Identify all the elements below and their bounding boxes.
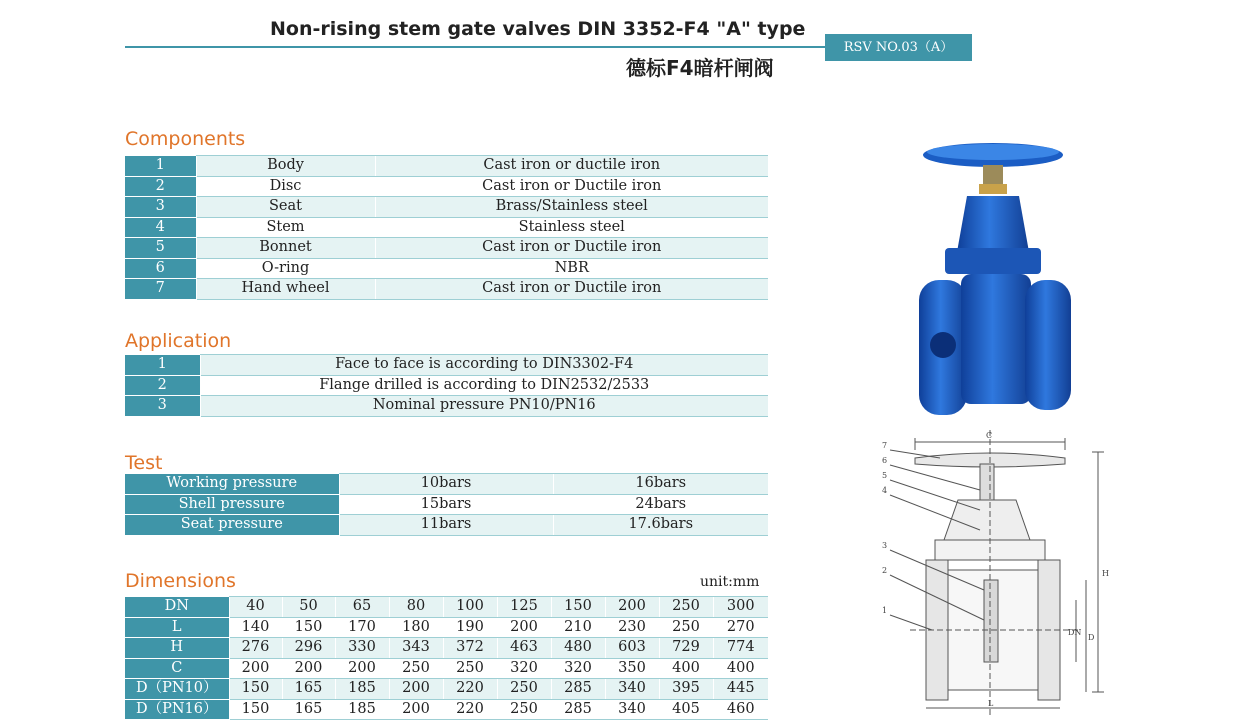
test-heading: Test	[125, 452, 163, 474]
row-label: H	[125, 638, 229, 659]
table-cell: 165	[282, 699, 335, 720]
dimensions-table	[125, 596, 768, 720]
table-cell: 230	[605, 617, 659, 638]
table-cell: 372	[443, 638, 497, 659]
table-cell: 125	[497, 597, 551, 618]
table-cell: 729	[659, 638, 713, 659]
valve-section-drawing	[880, 430, 1120, 715]
table-cell: 285	[551, 699, 605, 720]
row-label: DN	[125, 597, 229, 618]
table-cell: 200	[605, 597, 659, 618]
components-heading: Components	[125, 128, 246, 150]
table-row: 2 Flange drilled is according to DIN2532/2533	[125, 375, 768, 396]
table-cell: 343	[389, 638, 443, 659]
callout-4: 4	[882, 486, 888, 495]
table-cell: 320	[497, 658, 551, 679]
table-cell: 65	[335, 597, 389, 618]
callout-5: 5	[882, 471, 888, 480]
table-cell: 250	[389, 658, 443, 679]
table-cell: 320	[551, 658, 605, 679]
callout-7: 7	[882, 441, 888, 450]
table-cell: 165	[282, 679, 335, 700]
table-row	[125, 617, 768, 638]
table-cell: 250	[659, 617, 713, 638]
table-row	[125, 679, 768, 700]
table-cell: 220	[443, 679, 497, 700]
table-row: 1 Body Cast iron or ductile iron	[125, 156, 768, 177]
table-cell: 185	[335, 679, 389, 700]
table-cell: 350	[605, 658, 659, 679]
table-row: 3 Nominal pressure PN10/PN16	[125, 396, 768, 417]
table-row: Seat pressure 11bars 17.6bars	[125, 515, 768, 536]
title-english: Non-rising stem gate valves DIN 3352-F4 "A" type	[270, 18, 806, 40]
callout-3: 3	[882, 541, 888, 550]
table-cell: 330	[335, 638, 389, 659]
table-cell: 400	[659, 658, 713, 679]
table-row: 2 Disc Cast iron or Ductile iron	[125, 176, 768, 197]
table-cell: 185	[335, 699, 389, 720]
callout-1: 1	[882, 606, 888, 615]
table-cell: 340	[605, 699, 659, 720]
table-row: 1 Face to face is according to DIN3302-F4	[125, 355, 768, 376]
valve-photo	[905, 140, 1095, 420]
table-cell: 200	[229, 658, 282, 679]
unit-label: unit:mm	[700, 574, 760, 590]
table-cell: 270	[713, 617, 768, 638]
table-cell: 200	[335, 658, 389, 679]
table-cell: 480	[551, 638, 605, 659]
table-cell: 220	[443, 699, 497, 720]
row-label: D（PN16）	[125, 699, 229, 720]
title-chinese: 德标F4暗杆闸阀	[626, 56, 774, 80]
table-row: 3 Seat Brass/Stainless steel	[125, 197, 768, 218]
table-cell: 463	[497, 638, 551, 659]
table-cell: 180	[389, 617, 443, 638]
callout-6: 6	[882, 456, 888, 465]
table-cell: 300	[713, 597, 768, 618]
table-cell: 405	[659, 699, 713, 720]
table-cell: 296	[282, 638, 335, 659]
table-cell: 40	[229, 597, 282, 618]
row-label: C	[125, 658, 229, 679]
table-cell: 445	[713, 679, 768, 700]
application-table	[125, 354, 768, 417]
test-table	[125, 473, 768, 536]
table-row	[125, 658, 768, 679]
table-cell: 400	[713, 658, 768, 679]
row-label: L	[125, 617, 229, 638]
table-row: 6 O-ring NBR	[125, 258, 768, 279]
callout-2: 2	[882, 566, 888, 575]
table-cell: 150	[282, 617, 335, 638]
drawing-label-l: L	[988, 699, 994, 708]
table-row: 4 Stem Stainless steel	[125, 217, 768, 238]
table-cell: 395	[659, 679, 713, 700]
table-cell: 250	[659, 597, 713, 618]
table-row: 7 Hand wheel Cast iron or Ductile iron	[125, 279, 768, 300]
table-row: 5 Bonnet Cast iron or Ductile iron	[125, 238, 768, 259]
table-cell: 250	[497, 699, 551, 720]
table-cell: 150	[229, 699, 282, 720]
table-cell: 150	[229, 679, 282, 700]
table-cell: 460	[713, 699, 768, 720]
table-cell: 603	[605, 638, 659, 659]
table-row: Shell pressure 15bars 24bars	[125, 494, 768, 515]
application-heading: Application	[125, 330, 232, 352]
table-cell: 80	[389, 597, 443, 618]
table-cell: 276	[229, 638, 282, 659]
drawing-label-h: H	[1102, 569, 1109, 578]
drawing-label-dn: DN	[1068, 628, 1082, 637]
table-cell: 50	[282, 597, 335, 618]
table-row	[125, 638, 768, 659]
table-cell: 250	[497, 679, 551, 700]
table-cell: 210	[551, 617, 605, 638]
table-cell: 200	[282, 658, 335, 679]
table-cell: 100	[443, 597, 497, 618]
table-cell: 200	[497, 617, 551, 638]
title-underline	[125, 46, 825, 48]
table-row	[125, 597, 768, 618]
dimensions-heading: Dimensions	[125, 570, 236, 592]
table-cell: 170	[335, 617, 389, 638]
drawing-label-d: D	[1088, 633, 1095, 642]
table-cell: 200	[389, 679, 443, 700]
row-label: D（PN10）	[125, 679, 229, 700]
table-cell: 250	[443, 658, 497, 679]
table-cell: 774	[713, 638, 768, 659]
bonnet-shape	[957, 196, 1029, 252]
outlet-flange-shape	[1025, 280, 1071, 410]
drawing-label-c: C	[986, 431, 993, 440]
table-cell: 190	[443, 617, 497, 638]
table-cell: 140	[229, 617, 282, 638]
table-cell: 150	[551, 597, 605, 618]
table-row: Working pressure 10bars 16bars	[125, 474, 768, 495]
components-table	[125, 155, 768, 300]
table-row	[125, 699, 768, 720]
table-cell: 285	[551, 679, 605, 700]
table-cell: 200	[389, 699, 443, 720]
product-code-badge: RSV NO.03（A）	[825, 34, 972, 61]
table-cell: 340	[605, 679, 659, 700]
